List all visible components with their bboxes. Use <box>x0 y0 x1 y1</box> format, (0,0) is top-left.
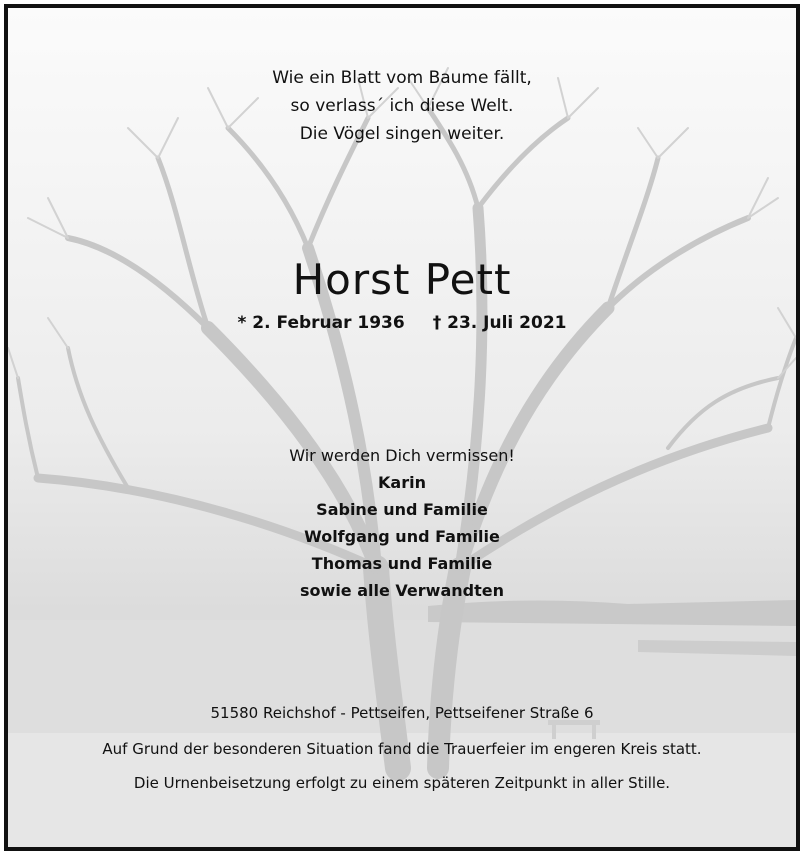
mourner: sowie alle Verwandten <box>300 581 504 600</box>
verse <box>8 64 796 148</box>
mourners-block <box>8 442 796 604</box>
mourners-lead: Wir werden Dich vermissen! <box>289 446 515 465</box>
mourner: Thomas und Familie <box>311 554 493 573</box>
verse-line: so verlass´ ich diese Welt. <box>290 96 514 116</box>
address: 51580 Reichshof - Pettseifen, Pettseifener Straße 6 <box>210 704 594 722</box>
birth-date: * 2. Februar 1936 <box>237 313 405 333</box>
deceased-name: Horst Pett <box>292 255 512 304</box>
life-dates <box>8 311 796 335</box>
urn-note: Die Urnenbeisetzung erfolgt zu einem späteren Zeitpunkt in aller Stille. <box>133 774 671 792</box>
death-date: † 23. Juli 2021 <box>432 313 567 333</box>
verse-line: Wie ein Blatt vom Baume fällt, <box>272 68 532 88</box>
verse-line: Die Vögel singen weiter. <box>299 124 505 144</box>
mourner: Wolfgang und Familie <box>304 527 500 546</box>
mourner: Sabine und Familie <box>316 500 488 519</box>
obituary-card <box>4 4 800 851</box>
ceremony-note: Auf Grund der besonderen Situation fand die Trauerfeier im engeren Kreis statt. <box>102 740 702 758</box>
mourner: Karin <box>378 473 426 492</box>
